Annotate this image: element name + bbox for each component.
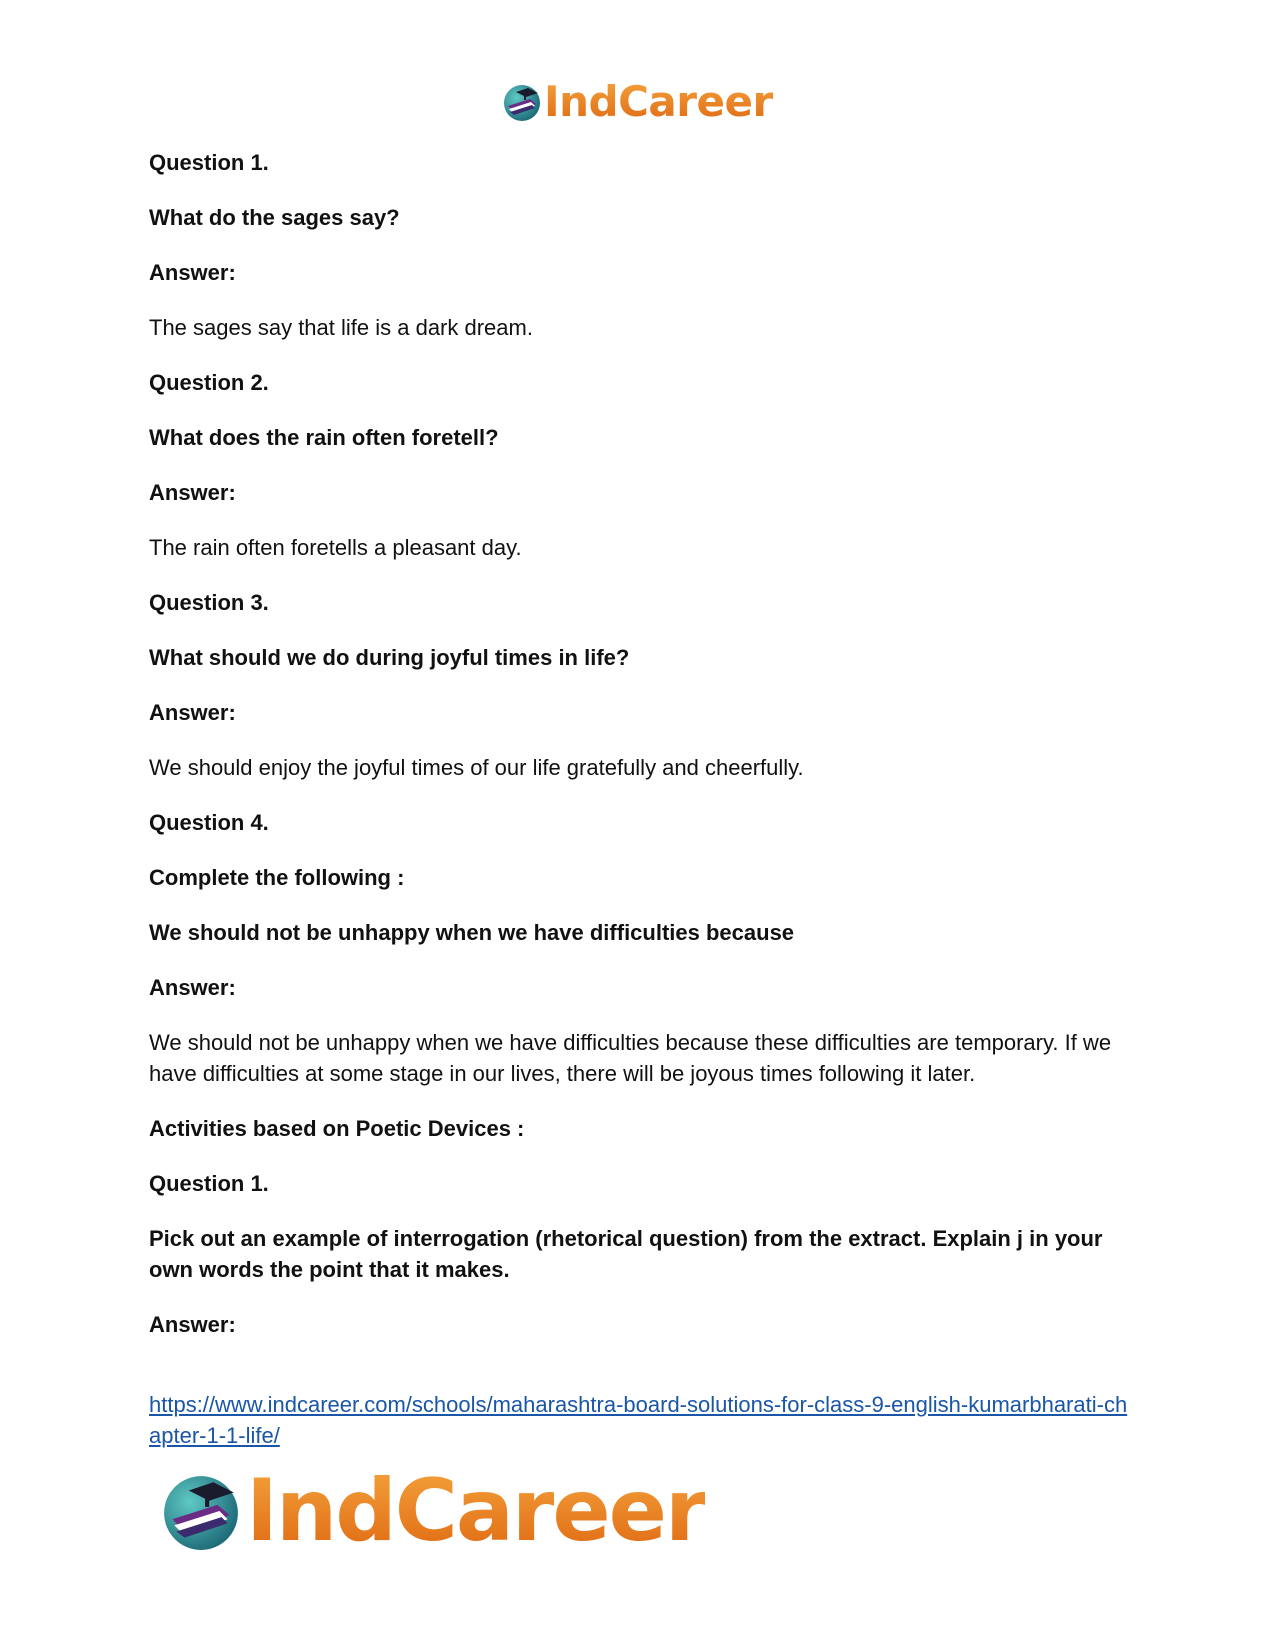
logo-wordmark: IndCareer — [544, 77, 773, 126]
footer-logo — [160, 1461, 706, 1561]
answer-text: The rain often foretells a pleasant day. — [149, 535, 522, 560]
question-text: What should we do during joyful times in life? — [149, 645, 630, 670]
question-text: We should not be unhappy when we have difficulties because — [149, 920, 795, 945]
answer-label: Answer: — [149, 700, 236, 725]
answer-label: Answer: — [149, 480, 236, 505]
question-text: What do the sages say? — [149, 205, 400, 230]
answer-label: Answer: — [149, 975, 236, 1000]
answer-label: Answer: — [149, 260, 236, 285]
section-heading: Activities based on Poetic Devices : — [149, 1116, 525, 1141]
question-label: Question 3. — [149, 590, 269, 615]
question-text: Complete the following : — [149, 865, 405, 890]
question-label: Question 1. — [149, 1171, 269, 1196]
answer-text: We should enjoy the joyful times of our life gratefully and cheerfully. — [149, 755, 804, 780]
question-label: Question 2. — [149, 370, 269, 395]
logo-wordmark: IndCareer — [246, 1461, 706, 1561]
source-link[interactable]: https://www.indcareer.com/schools/maharashtra-board-solutions-for-class-9-english-kumarbharati-chapter-1-1-life/ — [149, 1392, 1128, 1448]
answer-label: Answer: — [149, 1312, 236, 1337]
answer-text: We should not be unhappy when we have difficulties because these difficulties are temporary. If we have difficulties at some stage in our lives, there will be joyous times following it later. — [149, 1030, 1112, 1086]
globe-book-icon — [502, 82, 542, 122]
question-label: Question 1. — [149, 150, 269, 175]
question-text: What does the rain often foretell? — [149, 425, 499, 450]
document-body — [149, 147, 1134, 1364]
answer-text: The sages say that life is a dark dream. — [149, 315, 533, 340]
question-text: Pick out an example of interrogation (rhetorical question) from the extract. Explain j in your own words the point that it makes. — [149, 1226, 1103, 1282]
globe-book-icon — [160, 1470, 242, 1552]
header-logo — [502, 77, 773, 126]
question-label: Question 4. — [149, 810, 269, 835]
